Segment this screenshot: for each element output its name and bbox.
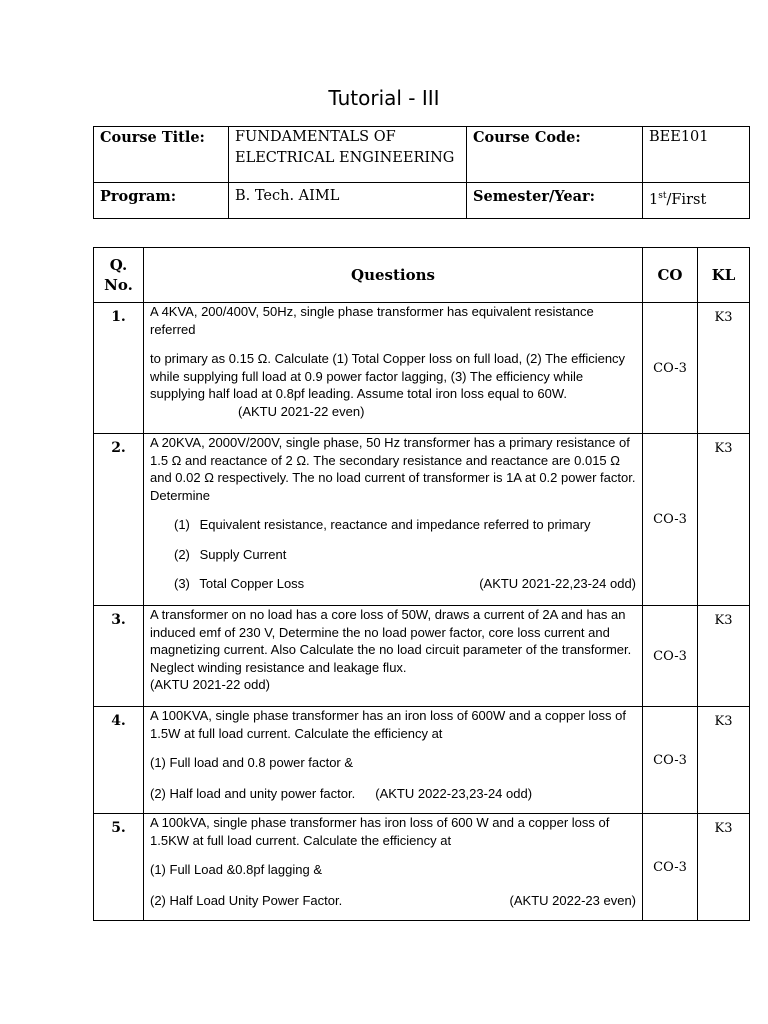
question-number: 1. bbox=[94, 303, 144, 434]
subitem-text: Total Copper Loss bbox=[199, 576, 305, 591]
question-line-text: (2) Half load and unity power factor. bbox=[150, 785, 356, 801]
question-row bbox=[94, 814, 750, 921]
course-title-label: Course Title: bbox=[94, 127, 229, 183]
course-code-value: BEE101 bbox=[643, 127, 750, 183]
question-text bbox=[144, 303, 643, 434]
questions-header-row bbox=[94, 248, 750, 303]
question-source: (AKTU 2022-23 even) bbox=[509, 892, 636, 908]
question-body bbox=[150, 350, 636, 420]
question-number: 5. bbox=[94, 814, 144, 921]
semester-suffix: st bbox=[658, 191, 667, 201]
header-qno: Q. No. bbox=[94, 248, 144, 303]
program-value: B. Tech. AIML bbox=[229, 183, 467, 219]
subitem-number: (2) bbox=[174, 546, 190, 562]
question-co: CO-3 bbox=[643, 434, 698, 606]
question-line: (1) Full load and 0.8 power factor & bbox=[150, 755, 354, 770]
question-line: (1) Full Load &0.8pf lagging & bbox=[150, 862, 322, 877]
question-row bbox=[94, 303, 750, 434]
question-line bbox=[150, 785, 636, 803]
question-source: (AKTU 2021-22 odd) bbox=[150, 677, 270, 692]
course-info-table bbox=[93, 126, 750, 219]
subitem-number: (3) bbox=[174, 576, 190, 591]
semester-value bbox=[643, 183, 750, 219]
question-kl: K3 bbox=[698, 606, 750, 707]
question-co: CO-3 bbox=[643, 303, 698, 434]
question-number: 4. bbox=[94, 707, 144, 814]
question-kl: K3 bbox=[698, 707, 750, 814]
question-source: (AKTU 2022-23,23-24 odd) bbox=[375, 785, 533, 801]
question-subitem bbox=[150, 575, 636, 593]
question-intro: A 4KVA, 200/400V, 50Hz, single phase transformer has equivalent resistance referred bbox=[150, 304, 594, 337]
question-source: (AKTU 2021-22,23-24 odd) bbox=[479, 576, 636, 591]
question-kl: K3 bbox=[698, 814, 750, 921]
course-info-row bbox=[94, 127, 750, 183]
semester-label: Semester/Year: bbox=[467, 183, 643, 219]
subitem-text: Supply Current bbox=[199, 546, 287, 562]
course-code-label: Course Code: bbox=[467, 127, 643, 183]
question-intro: A 20KVA, 2000V/200V, single phase, 50 Hz transformer has a primary resistance of 1.5 Ω and reactance of 2 Ω. The secondary resistance and reactance are 0.015 Ω and 0.02 Ω respectively. The no load current of transformer is 1A at 0.2 power factor. Determine bbox=[150, 435, 636, 503]
subitem-text: Equivalent resistance, reactance and impedance referred to primary bbox=[199, 517, 591, 532]
question-source: (AKTU 2021-22 even) bbox=[238, 403, 365, 419]
course-title-value: FUNDAMENTALS OF ELECTRICAL ENGINEERING bbox=[229, 127, 467, 183]
question-co: CO-3 bbox=[643, 707, 698, 814]
question-intro: A 100KVA, single phase transformer has an iron loss of 600W and a copper loss of 1.5W at full load current. Calculate the efficiency at bbox=[150, 708, 626, 741]
semester-year: /First bbox=[666, 191, 707, 208]
question-intro: A 100kVA, single phase transformer has iron loss of 600 W and a copper loss of 1.5KW at full load current. Calculate the efficiency at bbox=[150, 815, 610, 848]
question-text bbox=[144, 606, 643, 707]
question-text bbox=[144, 707, 643, 814]
question-co: CO-3 bbox=[643, 814, 698, 921]
question-text bbox=[144, 814, 643, 921]
header-kl: KL bbox=[698, 248, 750, 303]
question-kl: K3 bbox=[698, 434, 750, 606]
question-intro: A transformer on no load has a core loss of 50W, draws a current of 2A and has an induced emf of 230 V, Determine the no load power factor, core loss current and magnetizing current. Also Calculate the no load circuit parameter of the transformer. Neglect winding resistance and leakage flux. bbox=[150, 607, 632, 675]
question-text bbox=[144, 434, 643, 606]
program-label: Program: bbox=[94, 183, 229, 219]
question-row bbox=[94, 707, 750, 814]
question-row bbox=[94, 434, 750, 606]
questions-table bbox=[93, 247, 750, 921]
course-info-row bbox=[94, 183, 750, 219]
question-number: 2. bbox=[94, 434, 144, 606]
question-subitem bbox=[150, 546, 636, 564]
header-questions: Questions bbox=[144, 248, 643, 303]
question-line-text: (2) Half Load Unity Power Factor. bbox=[150, 892, 343, 908]
question-subitem bbox=[150, 516, 636, 534]
semester-number: 1 bbox=[649, 191, 659, 208]
question-line bbox=[150, 892, 636, 910]
page-title: Tutorial - III bbox=[328, 86, 440, 110]
question-body-text: to primary as 0.15 Ω. Calculate (1) Total Copper loss on full load, (2) The efficiency while supplying full load at 0.9 power factor lagging, (3) The efficiency while supplying half load at 0.8pf leading. Assume total iron loss equal to 60W. bbox=[150, 351, 626, 401]
question-co: CO-3 bbox=[643, 606, 698, 707]
question-kl: K3 bbox=[698, 303, 750, 434]
question-row bbox=[94, 606, 750, 707]
header-co: CO bbox=[643, 248, 698, 303]
question-number: 3. bbox=[94, 606, 144, 707]
subitem-number: (1) bbox=[174, 517, 190, 532]
